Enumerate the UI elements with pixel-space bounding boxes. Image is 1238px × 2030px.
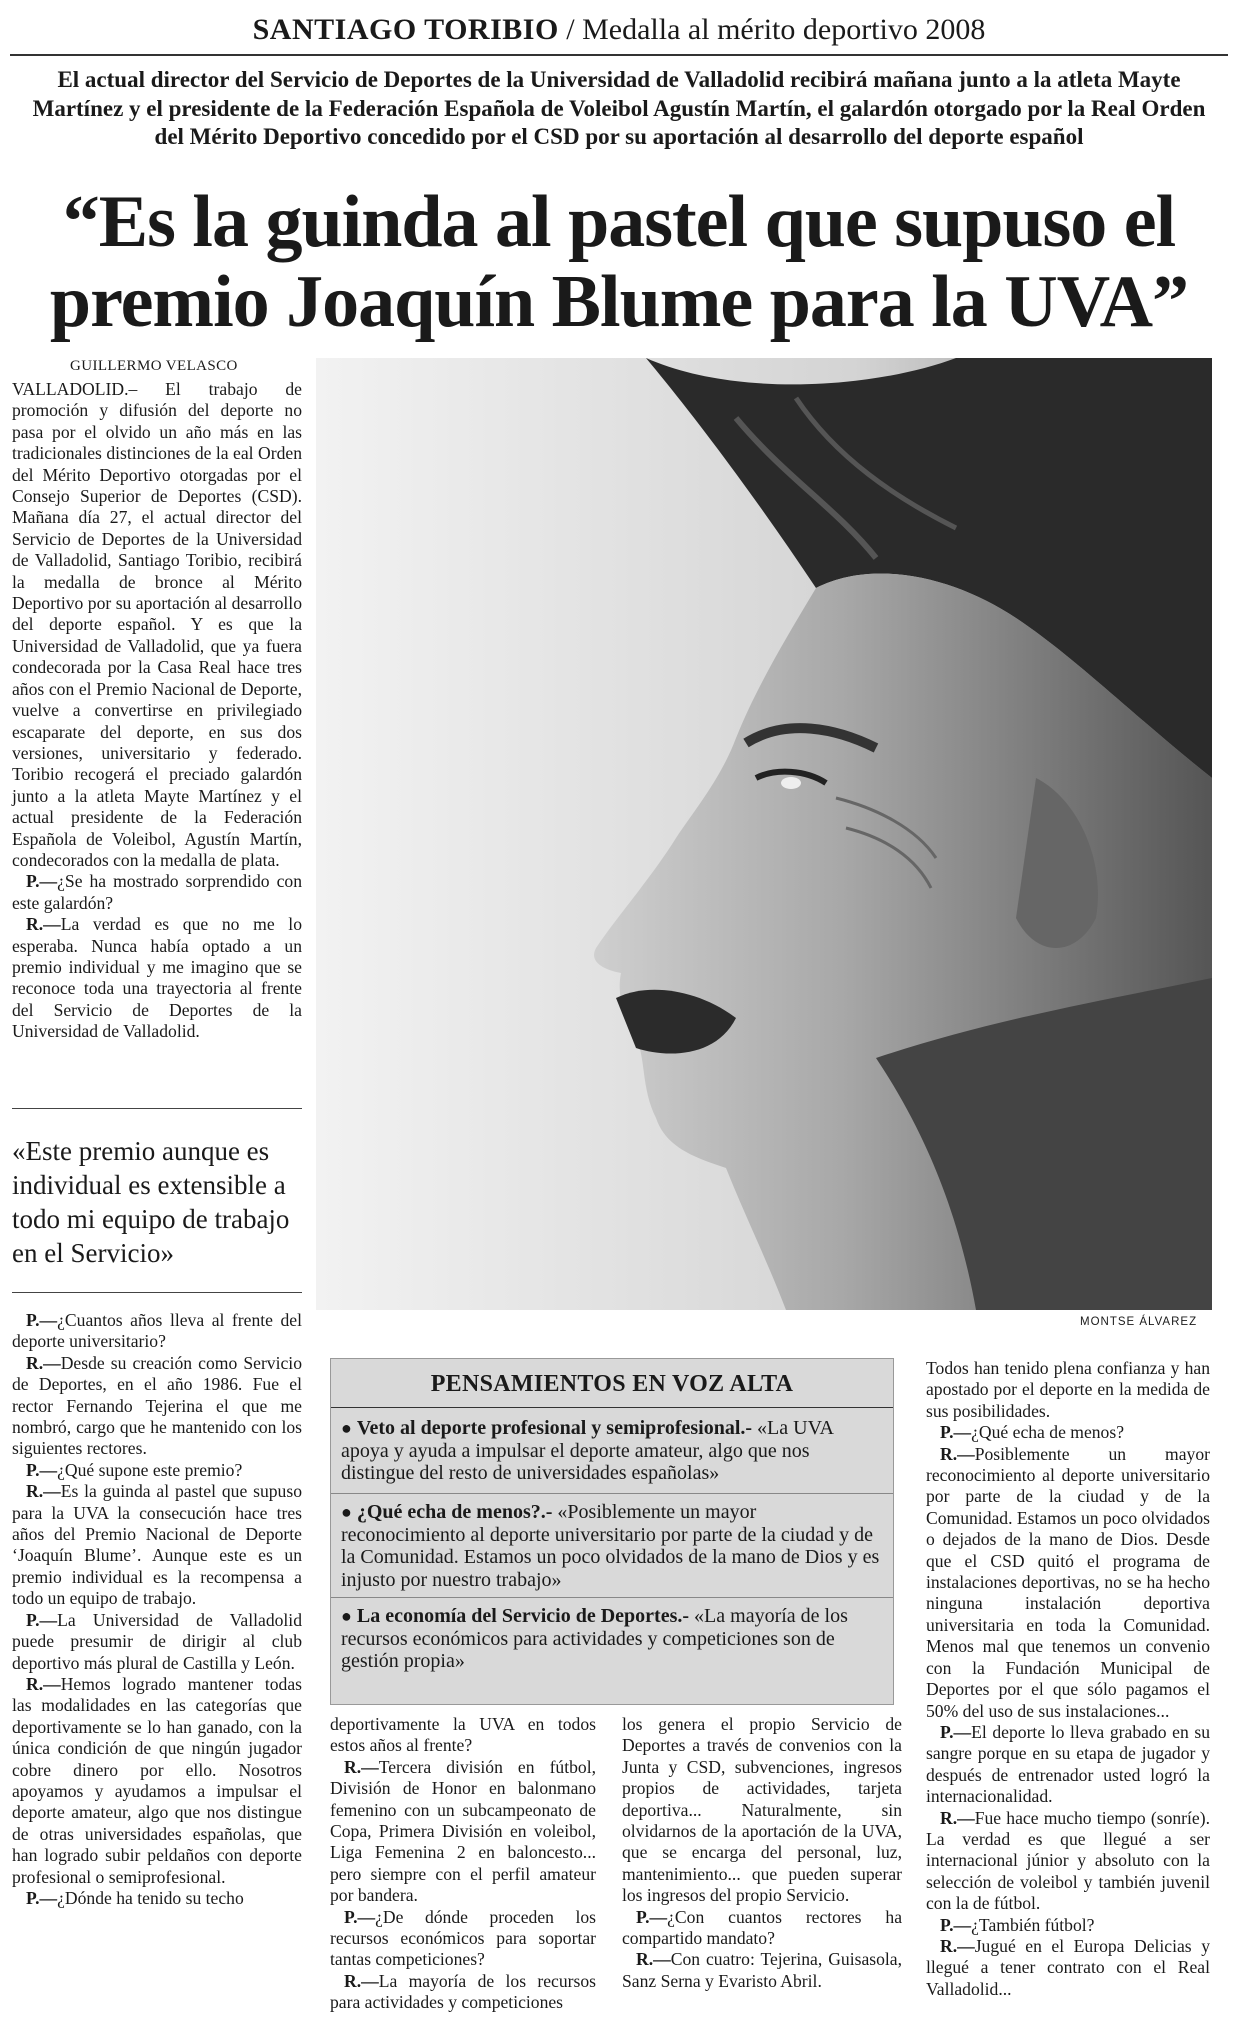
answer-5	[330, 1757, 596, 1907]
continued-paragraph: deportivamente la UVA en todos estos años al frente?	[330, 1714, 596, 1756]
question-8	[926, 1422, 1210, 1443]
pull-quote: «Este premio aunque es individual es extensible a todo mi equipo de trabajo en el Servicio»	[12, 1136, 290, 1268]
answer-1	[12, 914, 302, 1042]
question-marker: P.—	[26, 1609, 58, 1630]
answer-marker: R.—	[940, 1443, 975, 1464]
kicker-name: SANTIAGO TORIBIO	[252, 13, 559, 46]
answer-text: Es la guinda al pastel que supuso para la UVA la consecución hace tres años del Premio Nacional de Deporte ‘Joaquín Blume’. Aunque este es un premio individual es la recompensa a todo un equipo de trabajo.	[12, 1481, 302, 1609]
box-item-heading: Veto al deporte profesional y semiprofesional.-	[356, 1417, 753, 1439]
article-headline: “Es la guinda al pastel que supuso el premio Joaquín Blume para la UVA”	[49, 181, 1189, 343]
question-7	[622, 1907, 902, 1950]
answer-text: Fue hace mucho tiempo (sonríe). La verdad es que llegué a ser internacional júnior y absoluto con la selección de voleibol y también juvenil con la de fútbol.	[926, 1807, 1210, 1914]
question-marker: P.—	[940, 1721, 972, 1742]
answer-text: Con cuatro: Tejerina, Guisasola, Sanz Serna y Evaristo Abril.	[622, 1949, 902, 1991]
question-marker: P.—	[26, 1459, 58, 1480]
column-3	[622, 1714, 902, 1992]
question-text: ¿De dónde proceden los recursos económicos para soportar tantas competiciones?	[330, 1906, 596, 1970]
box-item-text: «La UVA apoya y ayuda a impulsar el deporte amateur, algo que nos distingue del resto de universidades españolas»	[341, 1417, 833, 1484]
kicker-divider	[10, 54, 1228, 56]
section-kicker	[0, 12, 1238, 48]
box-item-heading: ¿Qué echa de menos?.-	[356, 1501, 553, 1523]
question-text: ¿Dónde ha tenido su techo	[57, 1887, 244, 1908]
answer-8	[926, 1444, 1210, 1722]
box-title: PENSAMIENTOS EN VOZ ALTA	[430, 1371, 794, 1397]
intro-paragraph: VALLADOLID.– El trabajo de promoción y difusión del deporte no pasa por el olvido un año más en las tradicionales distinciones de la eal Orden del Mérito Deportivo otorgadas por el Consejo Superior de Deportes (CSD). Mañana día 27, el actual director del Servicio de Deportes de la Universidad de Valladolid, Santiago Toribio, recibirá la medalla de bronce al Mérito Deportivo por su aportación al desarrollo del deporte español. Y es que la Universidad de Valladolid, que ya fuera condecorada por la Casa Real hace tres años con el Premio Nacional de Deporte, vuelve a convertirse en privilegiado escaparate del deporte, en sus dos versiones, universitario y federado. Toribio recogerá el preciado galardón junto a la atleta Mayte Martínez y el actual presidente de la Federación Española de Voleibol, Agustín Martín, condecorados con la medalla de plata.	[12, 379, 302, 870]
continued-paragraph: los genera el propio Servicio de Deportes a través de convenios con la Junta y CSD, subvenciones, ingresos propios de actividades, tarjeta deportiva... Naturalmente, sin olvidarnos de la aportación de la UVA, que se encarga del personal, luz, mantenimiento... que pueden superar los ingresos del propio Servicio.	[622, 1714, 902, 1906]
question-5	[12, 1888, 302, 1909]
box-item-text: «Posiblemente un mayor reconocimiento al deporte universitario por parte de la ciudad y de la Comunidad. Estamos un poco olvidados de la mano de Dios y es injusto por nuestro trabajo»	[341, 1501, 880, 1591]
question-4	[12, 1610, 302, 1674]
answer-9	[926, 1808, 1210, 1915]
question-text: ¿Con cuantos rectores ha compartido mandato?	[622, 1906, 902, 1949]
question-marker: P.—	[940, 1422, 972, 1443]
pullquote-bottom-rule	[12, 1292, 302, 1293]
question-text: ¿Se ha mostrado sorprendido con este galardón?	[12, 871, 302, 913]
answer-text: La verdad es que no me lo esperaba. Nunca había optado a un premio individual y me imagino que se reconoce toda una trayectoria al frente del Servicio de Deportes de la Universidad de Valladolid.	[12, 914, 302, 1042]
column-1	[12, 1310, 302, 1909]
answer-marker: R.—	[26, 914, 61, 935]
box-title-rule	[331, 1407, 893, 1408]
answer-marker: R.—	[636, 1949, 671, 1970]
answer-text: Tercera división en fútbol, División de Honor en balonmano femenino con un subcampeonato de Copa, Primera División en voleibol, Liga Femenina 2 en baloncesto... pero siempre con el perfil amateur por bandera.	[330, 1756, 596, 1906]
bullet-icon: ●	[341, 1606, 352, 1626]
answer-marker: R.—	[26, 1673, 61, 1694]
box-item-text: «La mayoría de los recursos económicos para actividades y competiciones son de gestión propia»	[341, 1605, 848, 1672]
byline: GUILLERMO VELASCO	[70, 358, 238, 374]
box-divider	[331, 1493, 893, 1494]
box-divider	[331, 1597, 893, 1598]
continued-paragraph: Todos han tenido plena confianza y han apostado por el deporte en la medida de sus posibilidades.	[926, 1358, 1210, 1421]
pullquote-top-rule	[12, 1108, 302, 1109]
question-text: El deporte lo lleva grabado en su sangre porque en su etapa de jugador y después de entrenador usted logró la internacionalidad.	[926, 1721, 1210, 1807]
answer-marker: R.—	[940, 1935, 975, 1956]
sidebar-box	[330, 1358, 894, 1705]
box-item	[341, 1605, 883, 1673]
article-deck: El actual director del Servicio de Deportes de la Universidad de Valladolid recibirá mañana junto a la atleta Mayte Martínez y el presidente de la Federación Española de Voleibol Agustín Martín, el galardón otorgado por la Real Orden del Mérito Deportivo concedido por el CSD por su aportación al desarrollo del deporte español	[32, 67, 1206, 149]
question-3	[12, 1460, 302, 1481]
answer-text: La mayoría de los recursos para actividades y competiciones	[330, 1970, 596, 2013]
question-marker: P.—	[940, 1914, 972, 1935]
answer-3	[12, 1481, 302, 1609]
question-9	[926, 1722, 1210, 1808]
answer-text: Hemos logrado mantener todas las modalidades en las categorías que deportivamente se lo han ganado, con la única condición de que ningún jugador cobre dinero por ello. Nosotros apoyamos y ayudamos a impulsar el deporte amateur, algo que nos distingue de otras universidades españolas, que han logrado subir peldaños con deporte profesional o semiprofesional.	[12, 1673, 302, 1887]
answer-text: Desde su creación como Servicio de Deportes, en el año 1986. Fue el rector Fernando Tejerina el que me nombró, cargo que he mantenido con los siguientes rectores.	[12, 1352, 302, 1459]
question-text: La Universidad de Valladolid puede presumir de dirigir al club deportivo más plural de Castilla y León.	[12, 1609, 302, 1673]
question-text: ¿Qué supone este premio?	[57, 1459, 243, 1480]
question-10	[926, 1915, 1210, 1936]
bullet-icon: ●	[341, 1502, 352, 1522]
column-4	[926, 1358, 1210, 2000]
kicker-separator: /	[558, 13, 583, 46]
box-item	[341, 1417, 883, 1485]
question-text: ¿Cuantos años lleva al frente del deporte universitario?	[12, 1310, 302, 1352]
question-2	[12, 1310, 302, 1353]
answer-7	[622, 1949, 902, 1992]
answer-10	[926, 1936, 1210, 2000]
question-6	[330, 1907, 596, 1971]
answer-marker: R.—	[344, 1756, 379, 1777]
question-marker: P.—	[26, 1310, 58, 1330]
question-text: ¿Qué echa de menos?	[971, 1422, 1125, 1443]
portrait-photo	[316, 358, 1212, 1310]
answer-text: Posiblemente un mayor reconocimiento al deporte universitario por parte de la ciudad y de la Comunidad. Estamos un poco olvidados o dejados de la mano de Dios. Desde que el CSD quitó el programa de instalaciones deportivas, no se ha hecho ninguna instalación deportiva universitaria en toda la Comunidad. Menos mal que tenemos un convenio con la Fundación Municipal de Deportes por el que sólo pagamos el 50% del uso de sus instalaciones...	[926, 1443, 1210, 1721]
answer-marker: R.—	[344, 1970, 379, 1991]
intro-column	[12, 379, 302, 1043]
kicker-topic: Medalla al mérito deportivo 2008	[582, 13, 986, 46]
answer-text: Jugué en el Europa Delicias y llegué a tener contrato con el Real Valladolid...	[926, 1935, 1210, 1999]
portrait-illustration	[316, 358, 1212, 1310]
answer-marker: R.—	[940, 1807, 975, 1828]
answer-marker: R.—	[26, 1481, 61, 1502]
column-2	[330, 1714, 596, 2014]
question-marker: P.—	[26, 1887, 58, 1908]
question-1	[12, 871, 302, 914]
box-item-heading: La economía del Servicio de Deportes.-	[356, 1605, 690, 1627]
box-item	[341, 1501, 883, 1591]
question-marker: P.—	[26, 871, 58, 892]
question-marker: P.—	[344, 1906, 376, 1927]
answer-4	[12, 1674, 302, 1888]
answer-marker: R.—	[26, 1352, 61, 1373]
answer-6	[330, 1971, 596, 2014]
question-marker: P.—	[636, 1906, 668, 1927]
answer-2	[12, 1353, 302, 1460]
bullet-icon: ●	[341, 1418, 352, 1438]
question-text: ¿También fútbol?	[971, 1914, 1095, 1935]
photo-credit: MONTSE ÁLVAREZ	[1080, 1316, 1198, 1328]
